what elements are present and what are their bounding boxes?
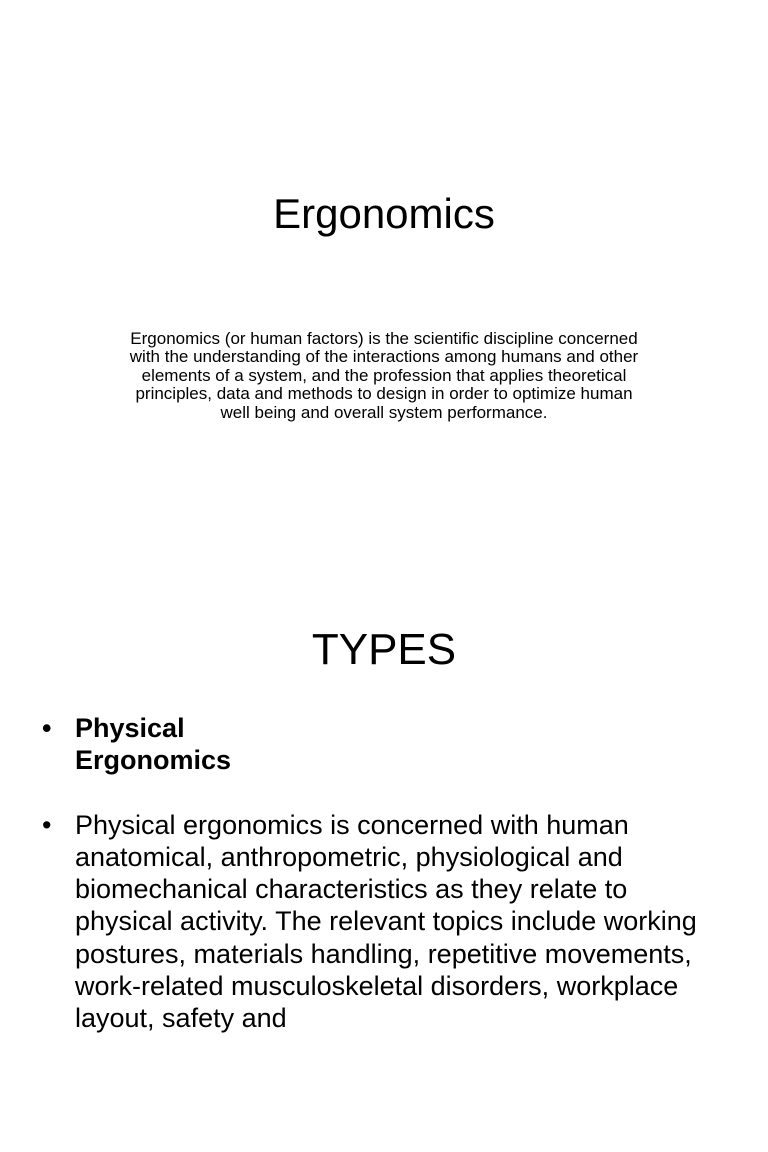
bullet-icon: •: [42, 713, 52, 743]
list-item-text: Physical Ergonomics: [75, 713, 232, 776]
list-item-description: [0, 809, 768, 1035]
slide-title: Ergonomics: [273, 190, 495, 237]
slide-types: [0, 576, 768, 1152]
definition-paragraph: Ergonomics (or human factors) is the scientific discipline concerned with the understanding of the interactions among humans and other elements of a system, and the profession that applies theoretical principles, data and methods to design in order to optimize human well being and overall system performance.: [129, 329, 639, 422]
bullet-icon: •: [42, 809, 52, 840]
slide-title: TYPES: [311, 625, 457, 674]
list-item-physical-ergonomics: [0, 712, 295, 777]
bullet-list: [0, 712, 768, 1067]
list-item-text: Physical ergonomics is concerned with human anatomical, anthropometric, physiological and biomechanical characteristics as they relate to physical activity. The relevant topics include working postures, materials handling, repetitive movements, work-related musculoskeletal disorders, workplace layout, safety and: [75, 809, 697, 1034]
